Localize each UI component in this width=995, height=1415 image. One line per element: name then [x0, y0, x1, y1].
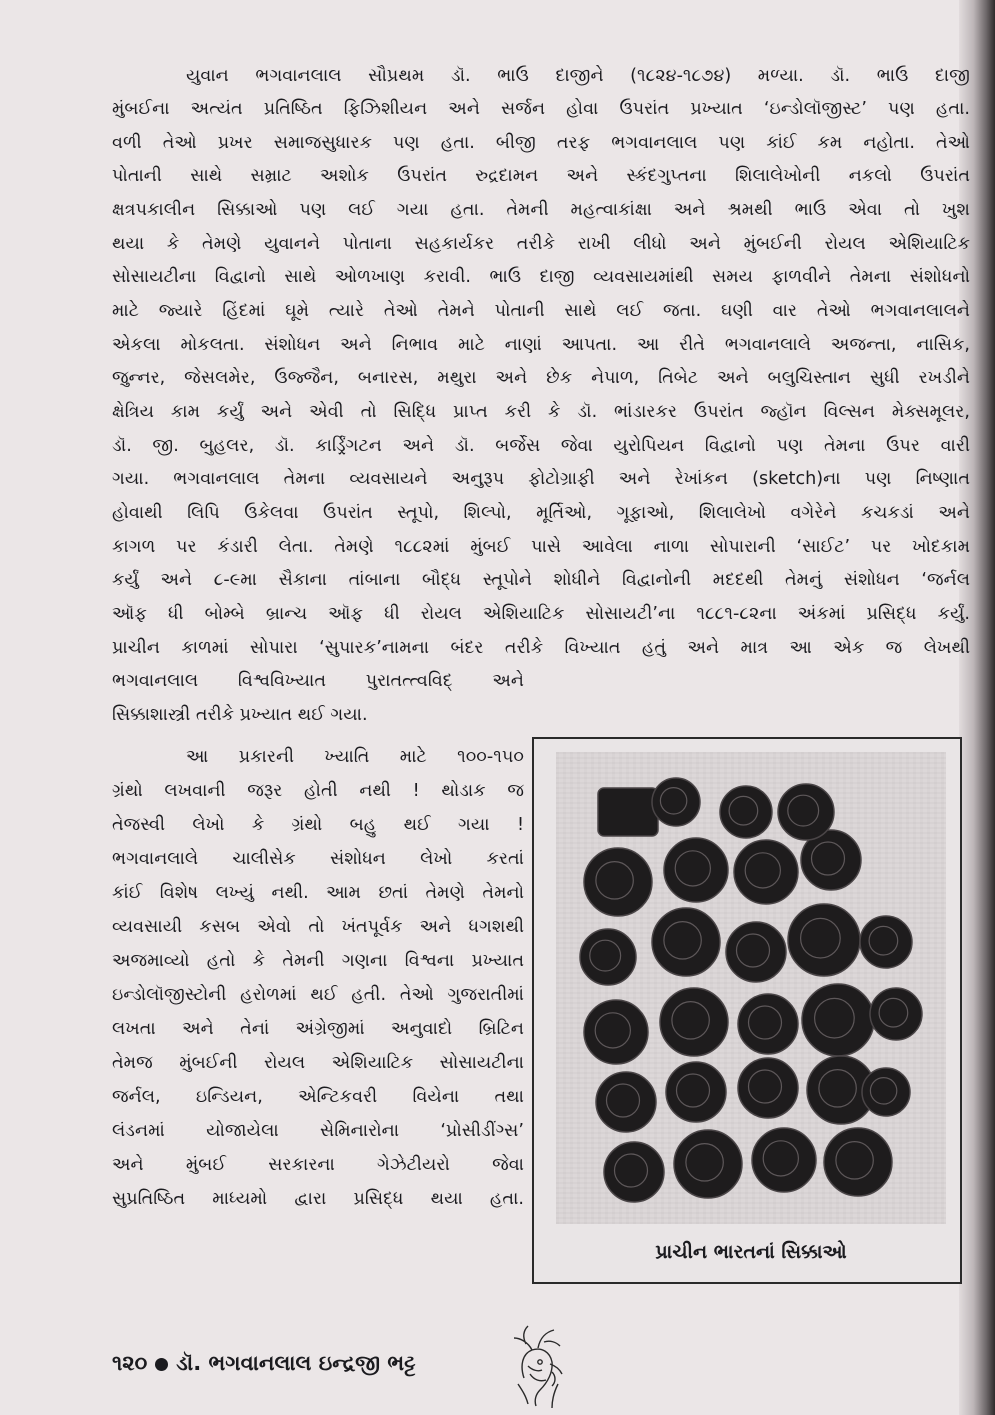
coin [598, 788, 658, 836]
body-line: વળી તેઓ પ્રખર સમાજસુધારક પણ હતા. બીજી તરફ ભગવાનલાલ પણ કાંઈ કમ નહોતા. તેઓ [112, 133, 970, 153]
body-line: ક્ષત્રપકાલીન સિક્કાઓ પણ લઈ ગયા હતા. તેમની મહત્વાકાંક્ષા અને શ્રમથી ભાઉ એવા તો ખુશ [112, 200, 970, 220]
coin [584, 848, 652, 916]
body-line: જુન્નર, જેસલમેર, ઉજ્જૈન, બનારસ, મથુરા અને છેક નેપાળ, તિબેટ અને બલુચિસ્તાન સુધી રખડીને [112, 368, 970, 388]
coin [580, 929, 636, 985]
coin [738, 1058, 798, 1118]
body-line: થયા કે તેમણે યુવાનને પોતાના સહકાર્યકર તરીકે રાખી લીધો અને મુંબઈની રોયલ એશિયાટિક [112, 234, 970, 254]
body-line: યુવાન ભગવાનલાલ સૌપ્રથમ ડૉ. ભાઉ દાજીને (૧૮૨૪-૧૮૭૪) મળ્યા. ડૉ. ભાઉ દાજી [186, 66, 970, 86]
body-line: ગયા. ભગવાનલાલ તેમના વ્યવસાયને અનુરૂપ ફોટોગ્રાફી અને રેખાંકન (sketch)ના પણ નિષ્ણાત [112, 469, 970, 489]
coin [660, 988, 728, 1056]
body-line: ડૉ. જી. બુહલર, ડૉ. કાર્ડ્રિંગટન અને ડૉ. બર્જેસ જેવા યુરોપિયન વિદ્વાનો પણ તેમના ઉપર વારી [112, 436, 970, 456]
column-line: અજમાવ્યો હતો કે તેમની ગણના વિશ્વના પ્રખ્યાત [112, 951, 524, 971]
body-line: કર્યું અને ૮-૯મા સૈકાના તાંબાના બૌદ્ધ સ્તૂપોને શોધીને વિદ્વાનોની મદદથી તેમનું સંશોધન ‘જર્નલ [112, 570, 970, 590]
body-line: મુંબઈના અત્યંત પ્રતિષ્ઠિત ફિઝિશીયન અને સર્જન હોવા ઉપરાંત પ્રખ્યાત ‘ઇન્ડોલૉજીસ્ટ’ પણ હતા. [112, 99, 970, 119]
coin [596, 1072, 656, 1132]
body-line: સોસાયટીના વિદ્વાનો સાથે ઓળખાણ કરાવી. ભાઉ દાજી વ્યવસાયમાંથી સમય ફાળવીને તેમના સંશોધનો [112, 267, 970, 287]
coins-illustration [556, 752, 946, 1224]
body-line: પોતાની સાથે સમ્રાટ અશોક ઉપરાંત રુદ્રદામન અને સ્કંદગુપ્તના શિલાલેખોની નકલો ઉપરાંત [112, 166, 970, 186]
column-line: વ્યવસાયી કસબ એવો તો ખંતપૂર્વક અને ધગશથી [112, 917, 524, 937]
coin [604, 1142, 664, 1202]
coin [860, 916, 912, 968]
coin [738, 994, 798, 1054]
book-title: ડૉ. ભગવાનલાલ ઇન્દ્રજી ભટ્ટ [176, 1351, 416, 1375]
body-line: પ્રાચીન કાળમાં સોપારા ‘સુપારક’નામના બંદર તરીકે વિખ્યાત હતું અને માત્ર આ એક જ લેખથી [112, 638, 970, 658]
coin [734, 840, 798, 904]
column-line: લખતા અને તેનાં અંગ્રેજીમાં અનુવાદો બ્રિટિન [112, 1019, 524, 1039]
column-line: કાંઈ વિશેષ લખ્યું નથી. આમ છતાં તેમણે તેમનો [112, 883, 524, 903]
body-line: ઑફ ધી બોમ્બે બ્રાન્ચ ઑફ ધી રોયલ એશિયાટિક સોસાયટી’ના ૧૮૮૧-૮૨ના અંકમાં પ્રસિદ્ધ કર્યું. [112, 604, 970, 624]
coin [664, 838, 728, 902]
coins-photo [556, 752, 946, 1224]
coin [870, 988, 922, 1040]
column-line: સુપ્રતિષ્ઠિત માધ્યમો દ્વારા પ્રસિદ્ધ થયા હતા. [112, 1189, 524, 1209]
coin [752, 1128, 816, 1192]
coin [666, 1062, 726, 1122]
page-footer [112, 1348, 416, 1378]
body-line: કાગળ પર કંડારી લેતા. તેમણે ૧૮૮૨માં મુંબઈ પાસે આવેલા નાળા સોપારાની ‘સાઈટ’ પર ખોદકામ [112, 537, 970, 557]
column-line: તેમજ મુંબઈની રોયલ એશિયાટિક સોસાયટીના [112, 1053, 524, 1073]
coin [802, 984, 874, 1056]
coin [674, 1130, 742, 1198]
coin [720, 786, 772, 838]
column-line: ભગવાનલાલે ચાલીસેક સંશોધન લેખો કરતાં [112, 849, 524, 869]
column-line: ગ્રંથો લખવાની જરૂર હોતી નથી ! થોડાક જ [112, 781, 524, 801]
coin [778, 784, 834, 840]
column-line: ભગવાનલાલ વિશ્વવિખ્યાત પુરાતત્ત્વવિદ્ અને [112, 671, 524, 691]
coin [584, 1000, 648, 1064]
column-line: અને મુંબઈ સરકારના ગેઝેટીયરો જેવા [112, 1155, 524, 1175]
body-line: હોવાથી લિપિ ઉકેલવા ઉપરાંત સ્તૂપો, શિલ્પો, મૂર્તિઓ, ગૂફાઓ, શિલાલેખો વગેરેને કચકડાં અને [112, 503, 970, 523]
coin [652, 908, 720, 976]
body-line: ક્ષેત્રિય કામ કર્યું અને એવી તો સિદ્ધિ પ્રાપ્ત કરી કે ડૉ. ભાંડારકર ઉપરાંત જ્હૉન વિલ્સન મેક્સમૂલર, [112, 402, 970, 422]
column-line: લંડનમાં યોજાયેલા સેમિનારોના ‘પ્રોસીડીંગ્સ’ [112, 1121, 524, 1141]
column-line: જર્નલ, ઇન્ડિયન, એન્ટિકવરી વિયેના તથા [112, 1087, 524, 1107]
column-line: આ પ્રકારની ખ્યાતિ માટે ૧૦૦-૧૫૦ [186, 747, 524, 767]
figure-caption: પ્રાચીન ભારતનાં સિક્કાઓ [655, 1241, 847, 1263]
body-line: માટે જ્યારે હિંદમાં ઘૂમે ત્યારે તેઓ તેમને પોતાની સાથે લઈ જતા. ઘણી વાર તેઓ ભગવાનલાલને [112, 301, 970, 321]
column-line: સિક્કાશાસ્ત્રી તરીકે પ્રખ્યાત થઈ ગયા. [112, 705, 368, 725]
column-line: ઇન્ડોલૉજીસ્ટોની હરોળમાં થઈ હતી. તેઓ ગુજરાતીમાં [112, 985, 524, 1005]
deer-head-emblem-icon [506, 1320, 570, 1410]
coin [824, 1128, 892, 1196]
coin [788, 904, 860, 976]
bullet-dot-icon [155, 1358, 168, 1371]
coin [726, 922, 786, 982]
page-number: ૧૨૦ [112, 1351, 148, 1375]
column-line: તેજસ્વી લેખો કે ગ્રંથો બહુ થઈ ગયા ! [112, 815, 524, 835]
coin [652, 778, 700, 826]
coin [862, 1068, 910, 1116]
body-line: એકલા મોકલતા. સંશોધન અને નિભાવ માટે નાણાં આપતા. આ રીતે ભગવાનલાલે અજન્તા, નાસિક, [112, 335, 970, 355]
